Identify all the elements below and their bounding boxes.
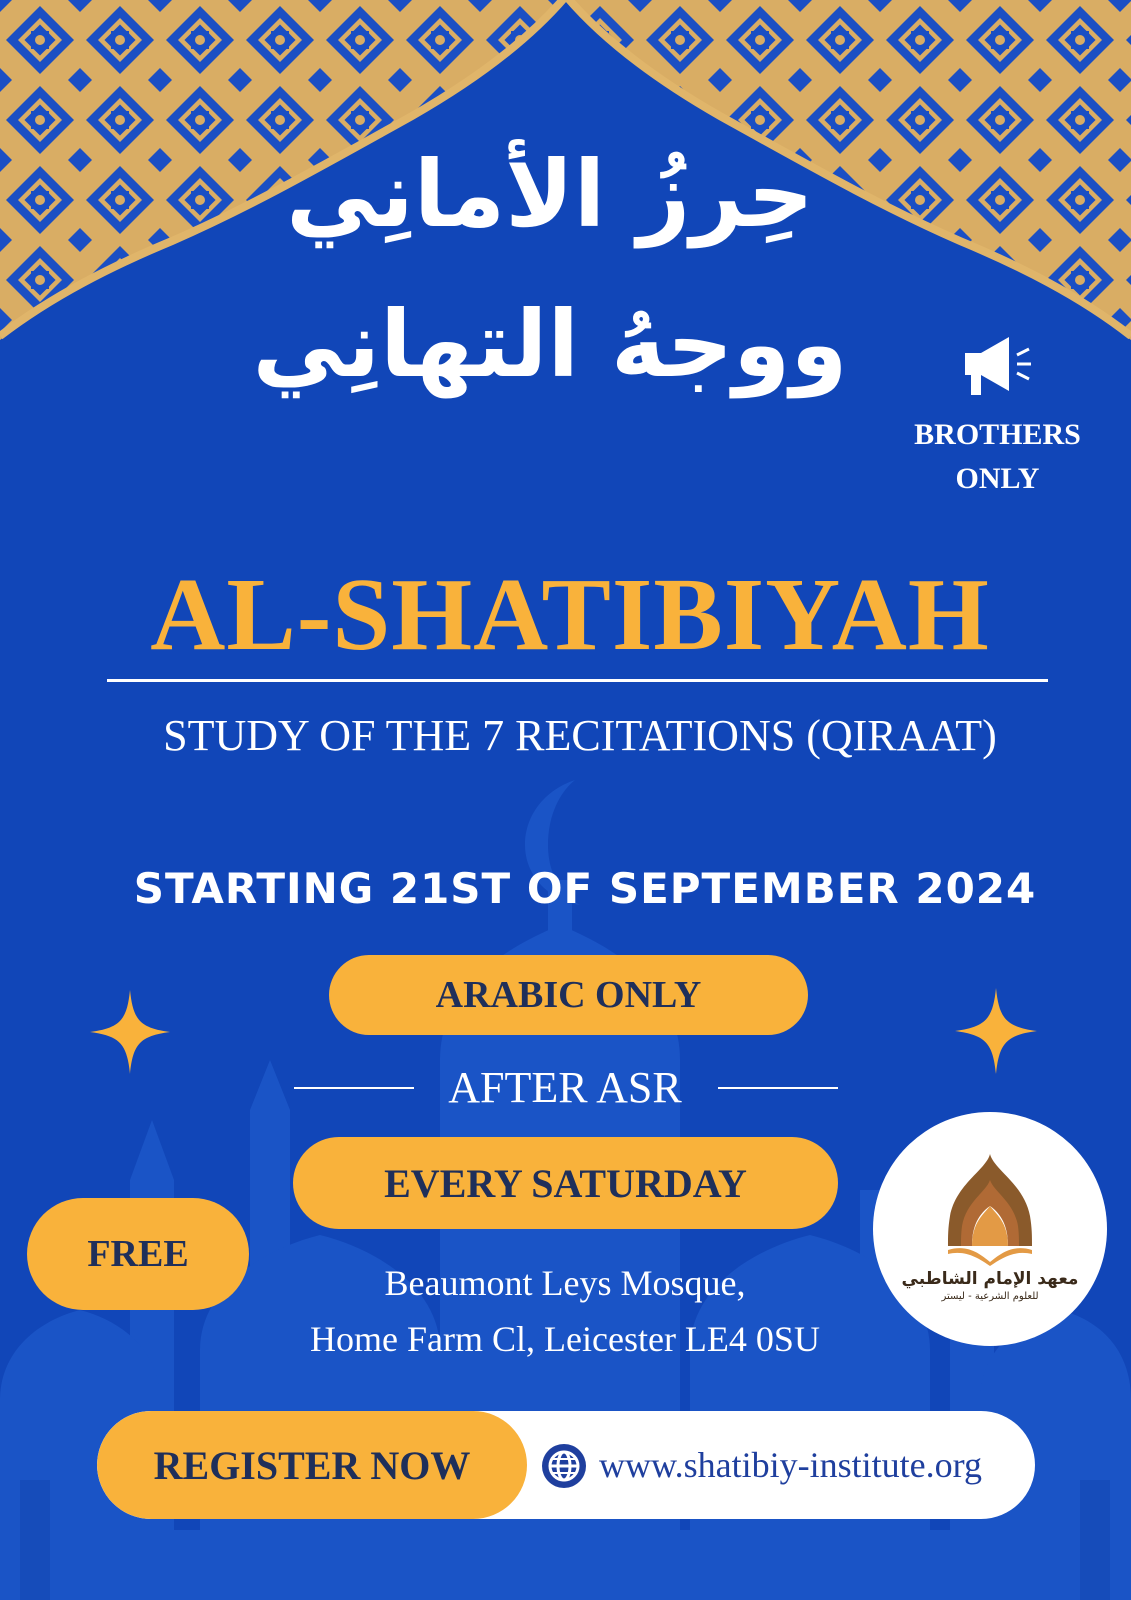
register-now-button[interactable]: REGISTER NOW xyxy=(97,1411,527,1519)
arabic-title-line-1: حِرزُ الأمانِي xyxy=(286,141,814,248)
arabic-only-pill: ARABIC ONLY xyxy=(329,955,808,1035)
megaphone-icon xyxy=(961,333,1033,397)
four-point-star-icon xyxy=(90,990,170,1074)
badge-line-1: BROTHERS xyxy=(914,418,1081,451)
brothers-only-badge xyxy=(890,413,1105,501)
institute-logo-dome-icon xyxy=(928,1150,1052,1270)
free-pill: FREE xyxy=(27,1198,249,1310)
four-point-star-icon xyxy=(955,988,1037,1074)
register-bar xyxy=(97,1411,1035,1519)
venue-address xyxy=(250,1255,880,1367)
website-link[interactable]: www.shatibiy-institute.org xyxy=(599,1445,982,1485)
globe-icon xyxy=(541,1443,587,1489)
subtitle: STUDY OF THE 7 RECITATIONS (QIRAAT) xyxy=(163,711,997,760)
arabic-title-line-2: ووجهُ التهانِي xyxy=(252,291,848,398)
every-saturday-pill: EVERY SATURDAY xyxy=(293,1137,838,1229)
start-date: STARTING 21ST OF SEPTEMBER 2024 xyxy=(133,864,1037,913)
badge-line-2: ONLY xyxy=(955,462,1040,495)
address-line-1: Beaumont Leys Mosque, xyxy=(384,1263,746,1303)
address-line-2: Home Farm Cl, Leicester LE4 0SU xyxy=(310,1319,820,1359)
after-asr-label: AFTER ASR xyxy=(448,1063,682,1112)
institute-tagline: للعلوم الشرعية - ليستر xyxy=(941,1291,1039,1302)
arabic-calligraphy-title xyxy=(250,120,850,420)
institute-name: معهد الإمام الشاطبي xyxy=(901,1269,1079,1289)
after-asr-rule-right xyxy=(718,1087,838,1089)
title-divider xyxy=(107,679,1048,682)
institute-logo-text xyxy=(893,1268,1087,1304)
after-asr-rule-left xyxy=(294,1087,414,1089)
main-title: AL-SHATIBIYAH xyxy=(150,557,990,672)
